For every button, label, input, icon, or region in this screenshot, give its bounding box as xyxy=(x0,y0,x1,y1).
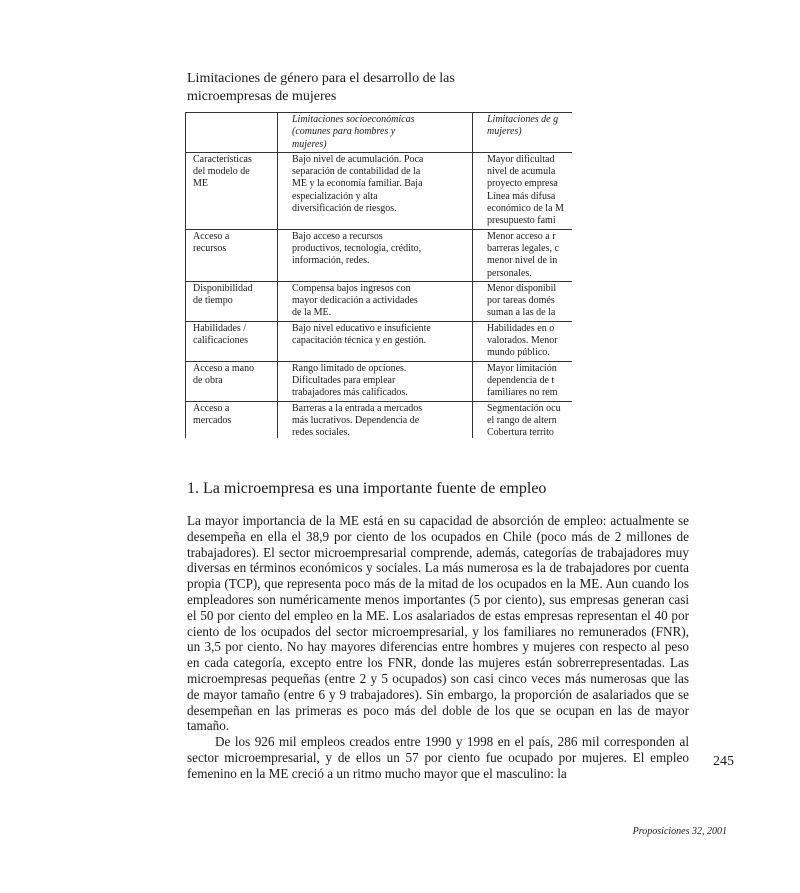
paragraph: La mayor importancia de la ME está en su capacidad de absorción de empleo: actualmente se desempeña en ella el 38,9 por ciento de los ocupados en Chile (poco más de 2 millones de trabajadores). El sector microempresarial comprende, además, categorías de trabajadores muy diversas en términos económicos y sociales. La más numerosa es la de trabajadores por cuenta propia (TCP), que representa poco más de la mitad de los ocupados en la ME. Aun cuando los empleadores son numéricamente menos importantes (5 por ciento), sus empresas generan casi el 50 por ciento del empleo en la ME. Los asalariados de estas empresas representan el 40 por ciento de los ocupados del sector microempresarial, y los familiares no remunerados (FNR), un 3,5 por ciento. No hay mayores diferencias entre hombres y mujeres con respecto al peso en cada categoría, excepto entre los FNR, donde las mujeres están sobrerrepresentadas. Las microempresas pequeñas (entre 2 y 5 ocupados) son casi cinco veces más numerosas que las de mayor tamaño (entre 6 y 9 trabajadores). Sin embargo, la proporción de asalariados que se desempeñan en las primeras es poco más del doble de los que se ocupan en las de mayor tamaño. xyxy=(187,513,689,734)
table-row xyxy=(186,401,573,438)
gender-limitation: Mayor limitación dependencia de t familiares no rem xyxy=(473,361,573,401)
row-label: Características del modelo de ME xyxy=(186,152,278,229)
page-number: 245 xyxy=(713,754,734,769)
row-label: Habilidades / calificaciones xyxy=(186,321,278,361)
socioeconomic-limitation: Barreras a la entrada a mercados más lucrativos. Dependencia de redes sociales. xyxy=(278,401,473,438)
table-row xyxy=(186,361,573,401)
socioeconomic-limitation: Compensa bajos ingresos con mayor dedicación a actividades de la ME. xyxy=(278,281,473,321)
limitations-table xyxy=(185,112,572,438)
table-header-row xyxy=(186,113,573,153)
socioeconomic-limitation: Rango limitado de opciones. Dificultades para emplear trabajadores más calificados. xyxy=(278,361,473,401)
row-label: Acceso a recursos xyxy=(186,229,278,281)
col-header-socioeconomic: Limitaciones socioeconómicas (comunes para hombres y mujeres) xyxy=(278,113,473,153)
table-title: Limitaciones de género para el desarrollo de las microempresas de mujeres xyxy=(187,71,455,104)
row-label: Acceso a mercados xyxy=(186,401,278,438)
socioeconomic-limitation: Bajo nivel educativo e insuficiente capacitación técnica y en gestión. xyxy=(278,321,473,361)
table-viewport xyxy=(185,112,572,438)
table-header-blank xyxy=(186,113,278,153)
table-row xyxy=(186,321,573,361)
gender-limitation: Mayor dificultad nivel de acumula proyecto empresa Línea más difusa económico de la M presupuesto fami xyxy=(473,152,573,229)
gender-limitation: Habilidades en o valorados. Menor mundo público. xyxy=(473,321,573,361)
gender-limitation: Menor acceso a r barreras legales, c menor nivel de in personales. xyxy=(473,229,573,281)
section-heading: 1. La microempresa es una importante fuente de empleo xyxy=(187,480,547,497)
table-row xyxy=(186,281,573,321)
col-header-gender: Limitaciones de g mujeres) xyxy=(473,113,573,153)
row-label: Acceso a mano de obra xyxy=(186,361,278,401)
socioeconomic-limitation: Bajo nivel de acumulación. Poca separación de contabilidad de la ME y la economía familiar. Baja especialización y alta diversificación de riesgos. xyxy=(278,152,473,229)
paragraph: De los 926 mil empleos creados entre 1990 y 1998 en el país, 286 mil corresponden al sector microempresarial, y de ellos un 57 por ciento fue ocupado por mujeres. El empleo femenino en la ME creció a un ritmo mucho mayor que el masculino: la xyxy=(187,734,689,781)
socioeconomic-limitation: Bajo acceso a recursos productivos, tecnología, crédito, información, redes. xyxy=(278,229,473,281)
row-label: Disponibilidad de tiempo xyxy=(186,281,278,321)
table-row xyxy=(186,229,573,281)
gender-limitation: Menor disponibil por tareas domés suman a las de la xyxy=(473,281,573,321)
journal-footer: Proposiciones 32, 2001 xyxy=(632,826,727,837)
table-row xyxy=(186,152,573,229)
body-text xyxy=(187,513,689,782)
gender-limitation: Segmentación ocu el rango de altern Cobertura territo xyxy=(473,401,573,438)
